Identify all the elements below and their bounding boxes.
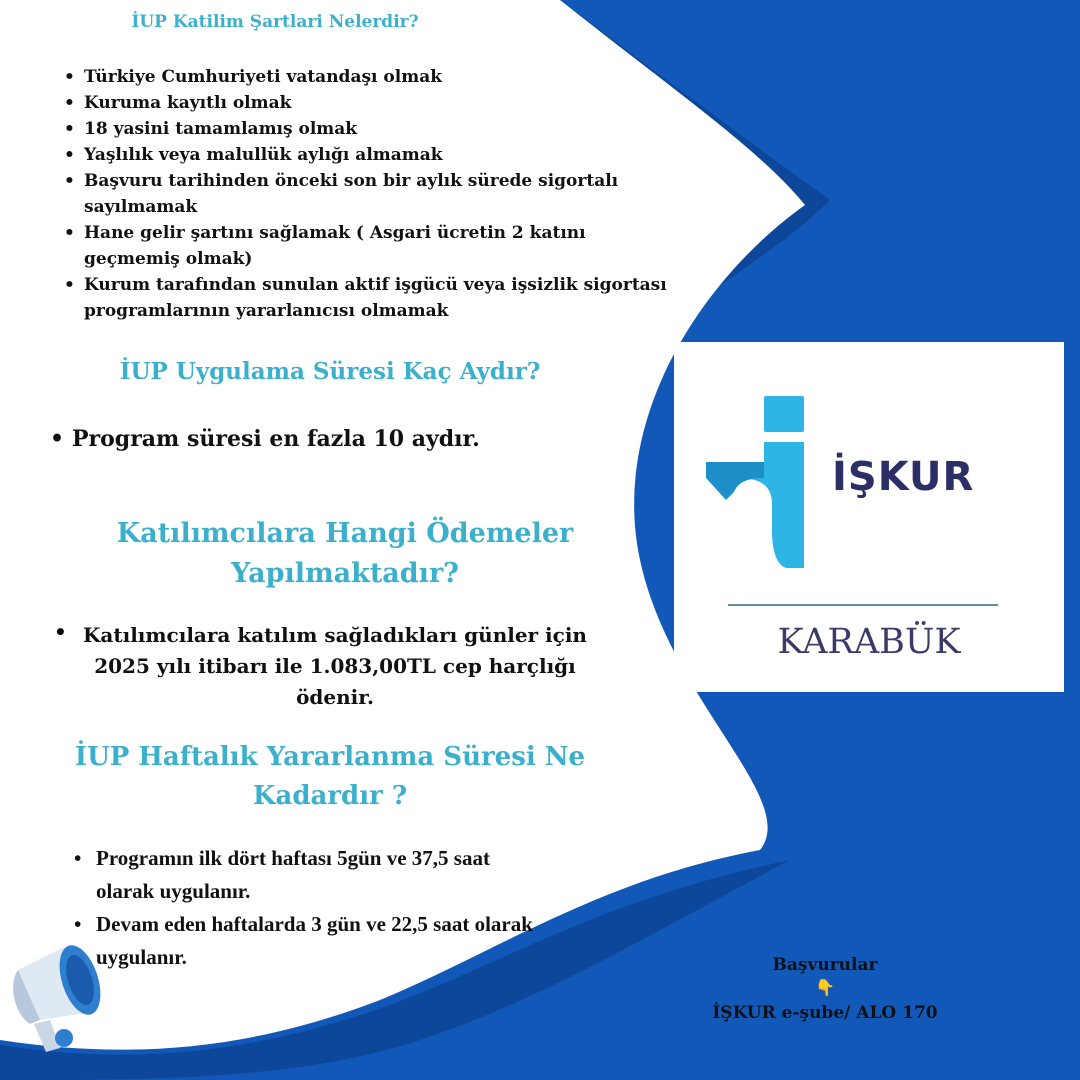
logo-city-name: KARABÜK: [777, 622, 961, 662]
list-item: • Programın ilk dört haftası 5gün ve 37,5 saat olarak uygulanır.: [70, 842, 536, 908]
section-heading-weekly: İUP Haftalık Yararlanma Süresi Ne Kadardır ?: [74, 742, 586, 811]
participation-conditions-list: [60, 64, 740, 324]
list-item: • Kurum tarafından sunulan aktif işgücü veya işsizlik sigortası programlarının yararlanıcısı olmamak: [60, 272, 740, 324]
list-item: • Yaşlılık veya malullük aylığı almamak: [60, 142, 740, 168]
bullet-marker: •: [54, 620, 67, 644]
list-item: • Program süresi en fazla 10 aydır.: [46, 424, 606, 454]
payment-info-text: Katılımcılara katılım sağladıkları günler için 2025 yılı itibarı ile 1.083,00TL cep harçlığı ödenir.: [83, 623, 587, 709]
list-item: • Türkiye Cumhuriyeti vatandaşı olmak: [60, 64, 740, 90]
duration-list: [46, 424, 606, 454]
iskur-wordmark: İŞKUR: [832, 454, 975, 500]
footer-title: Başvurular: [772, 955, 878, 975]
megaphone-icon: [0, 940, 110, 1060]
section-heading-participation: İUP Katilim Şartlari Nelerdir?: [131, 12, 419, 32]
list-item: • Başvuru tarihinden önceki son bir aylık sürede sigortalı sayılmamak: [60, 168, 704, 220]
section-heading-payments: Katılımcılara Hangi Ödemeler Yapılmaktadır?: [116, 518, 574, 589]
iskur-logo-card: [674, 342, 1064, 692]
list-item: • 18 yasini tamamlamış olmak: [60, 116, 740, 142]
logo-divider: [728, 604, 998, 606]
list-item: • Kuruma kayıtlı olmak: [60, 90, 740, 116]
list-item: • Devam eden haftalarda 3 gün ve 22,5 saat olarak uygulanır.: [70, 908, 576, 974]
pointing-hand-icon: 👇: [815, 978, 835, 997]
list-item: • Hane gelir şartını sağlamak ( Asgari ücretin 2 katını geçmemiş olmak): [60, 220, 654, 272]
footer-contact: İŞKUR e-şube/ ALO 170: [712, 1003, 938, 1023]
weekly-schedule-list: [70, 842, 570, 974]
iskur-logo-icon: [698, 392, 808, 572]
application-footer: [640, 952, 1010, 1028]
section-heading-duration: İUP Uygulama Süresi Kaç Aydır?: [119, 358, 541, 385]
